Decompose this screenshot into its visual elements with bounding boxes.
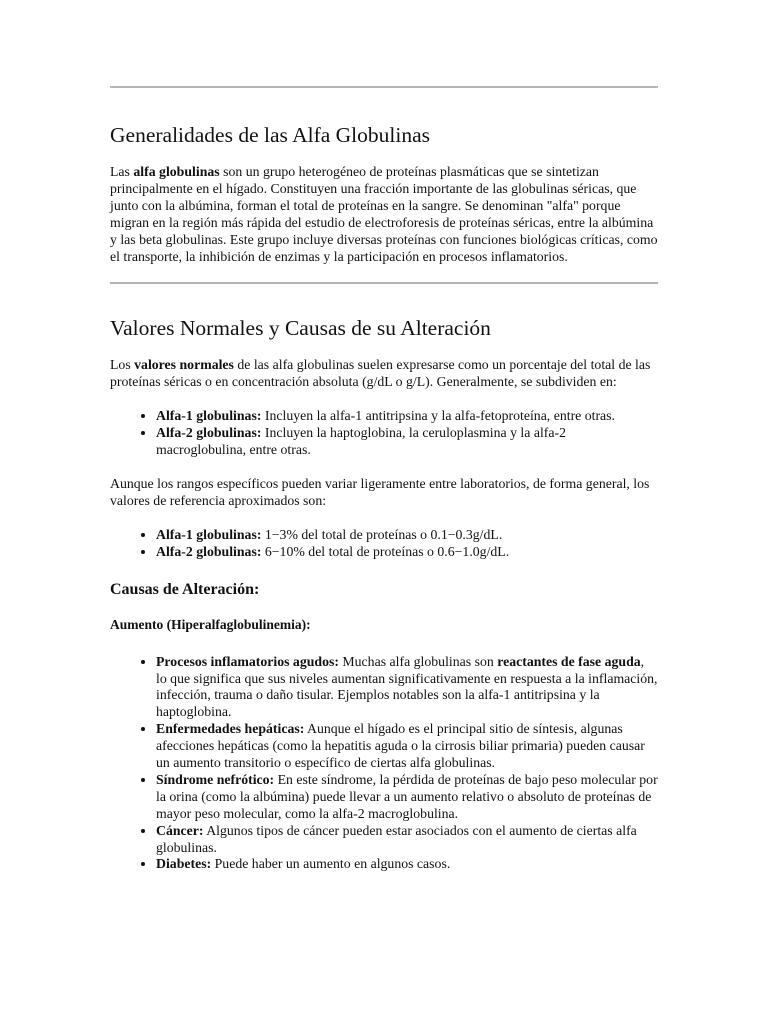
list-item — [156, 856, 658, 873]
list-item-text: Muchas alfa globulinas son — [338, 653, 498, 669]
subdivision-list — [110, 408, 658, 459]
list-item-text: Algunos tipos de cáncer pueden estar asociados con el aumento de ciertas alfa globulinas. — [156, 822, 637, 855]
valores-body: de las alfa globulinas suelen expresarse como un porcentaje del total de las proteínas séricas o en concentración absoluta (g/dL o g/L). Generalmente, se subdividen en: — [110, 357, 651, 390]
list-item-term: Enfermedades hepáticas: — [156, 721, 305, 737]
increase-heading: Aumento (Hiperalfaglobulinemia): — [110, 616, 311, 632]
list-item-term: Alfa-1 globulinas: — [156, 526, 262, 542]
list-item-text: Aunque el hígado es el principal sitio de síntesis, algunas afecciones hepáticas (como la hepatitis aguda o la cirrosis biliar primaria) pueden causar un aumento transitorio o específico de ciertas alfa globulinas. — [156, 721, 645, 771]
list-item — [156, 654, 658, 722]
intro-bold-term: alfa globulinas — [133, 164, 220, 179]
list-item-term: Procesos inflamatorios agudos: — [156, 653, 339, 669]
list-item-text: Incluyen la haptoglobina, la ceruloplasmina y la alfa-2 macroglobulina, entre otras. — [156, 425, 566, 458]
valores-prefix: Los — [110, 357, 135, 373]
valores-paragraph — [110, 357, 658, 391]
list-item-text: En este síndrome, la pérdida de proteínas de bajo peso molecular por la orina (como la albúmina) puede llevar a un aumento relativo o absoluto de proteínas de mayor peso molecular, como la alfa-2 macroglobulina. — [156, 771, 658, 821]
section-title-generalidades: Generalidades de las Alfa Globulinas — [110, 123, 431, 147]
list-item-emphasis: reactantes de fase aguda — [497, 653, 641, 669]
list-item-text: , lo que significa que sus niveles aumentan significativamente en respuesta a la inflamación, infección, trauma o daño tisular. Ejemplos notables son la alfa-1 antitripsina y la haptoglobina. — [156, 653, 658, 720]
list-item-term: Cáncer: — [156, 822, 204, 838]
document-content — [110, 86, 658, 873]
ranges-list — [110, 527, 658, 561]
list-item — [156, 823, 658, 857]
list-item-term: Alfa-2 globulinas: — [156, 543, 262, 559]
list-item-term: Alfa-1 globulinas: — [156, 408, 262, 424]
ranges-intro-paragraph: Aunque los rangos específicos pueden variar ligeramente entre laboratorios, de forma general, los valores de referencia aproximados son: — [110, 475, 650, 508]
causes-heading: Causas de Alteración: — [110, 580, 260, 598]
intro-body: son un grupo heterogéneo de proteínas plasmáticas que se sintetizan principalmente en el hígado. Constituyen una fracción importante de las globulinas séricas, que junto con la albúmina, forman el total de proteínas en la sangre. Se denominan "alfa" porque migran en la región más rápida del estudio de electroforesis de proteínas séricas, entre la albúmina y las beta globulinas. Este grupo incluye diversas proteínas con funciones biológicas críticas, como el transporte, la inhibición de enzimas y la participación en procesos inflamatorios. — [110, 164, 658, 264]
valores-bold-term: valores normales — [134, 357, 234, 373]
list-item-text: 1−3% del total de proteínas o 0.1−0.3g/dL. — [261, 526, 503, 542]
list-item — [156, 544, 658, 561]
list-item — [156, 408, 658, 425]
list-item-term: Diabetes: — [156, 856, 212, 872]
list-item-text: Incluyen la alfa-1 antitripsina y la alfa-fetoproteína, entre otras. — [261, 408, 616, 424]
list-item — [156, 721, 658, 772]
list-item-term: Alfa-2 globulinas: — [156, 425, 262, 441]
causes-list — [110, 654, 658, 874]
list-item-text: 6−10% del total de proteínas o 0.6−1.0g/dL. — [261, 543, 510, 559]
generalidades-paragraph — [110, 164, 658, 265]
list-item-term: Síndrome nefrótico: — [156, 771, 275, 787]
section-divider — [110, 282, 658, 284]
top-divider — [110, 86, 658, 88]
list-item — [156, 527, 658, 544]
intro-prefix: Las — [110, 164, 134, 179]
list-item — [156, 425, 658, 459]
section-title-valores: Valores Normales y Causas de su Alteración — [110, 316, 491, 341]
list-item-text: Puede haber un aumento en algunos casos. — [211, 856, 451, 872]
list-item — [156, 772, 658, 823]
